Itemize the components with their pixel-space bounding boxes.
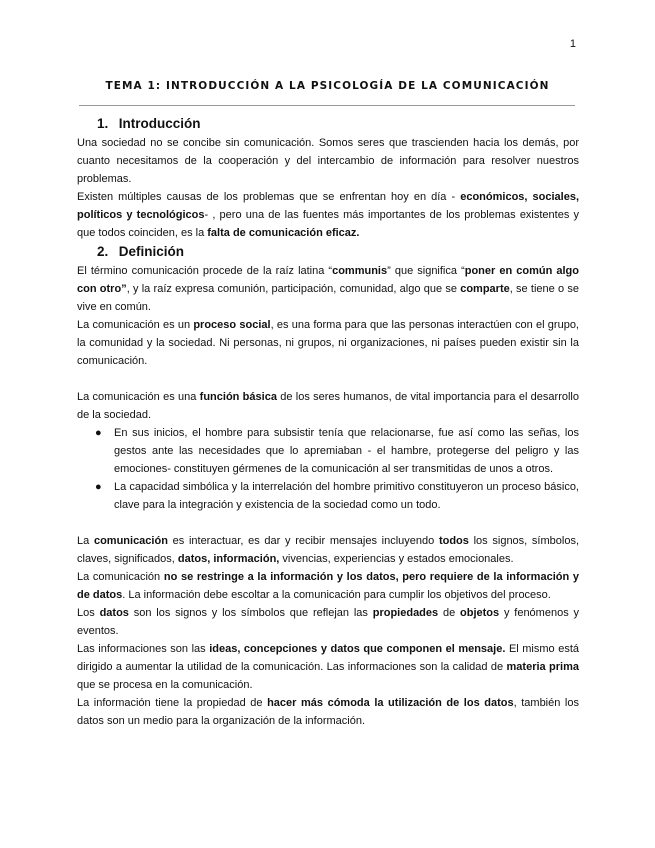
section-number: 1.	[97, 116, 109, 131]
bullet-icon: ●	[95, 427, 102, 439]
bullet-icon: ●	[95, 481, 102, 493]
paragraph-2: Existen múltiples causas de los problemas que se enfrentan hoy en día - económicos, sociales, políticos y tecnológicos- , pero una de las fuentes más importantes de los problemas existentes y que todos coinciden, es la falta de comunicación eficaz.	[77, 191, 580, 239]
paragraph-7: La comunicación no se restringe a la información y los datos, pero requiere de la información y de datos. La información debe escoltar a la comunicación para cumplir los objetivos del proceso.	[77, 571, 579, 601]
section-title: Definición	[118, 244, 185, 259]
paragraph-3: El término comunicación procede de la raíz latina “communis” que significa “poner en común algo con otro”, y la raíz expresa comunión, participación, comunidad, algo que se comparte, se tiene o se vive en común.	[77, 265, 579, 313]
list-item: ● En sus inicios, el hombre para subsistir tenía que relacionarse, fue así como las señas, los gestos ante las necesidades que lo apremiaban - el hambre, protegerse del peligro y las emociones- constituyen gérmenes de la comunicación al ser transmitidas de unos a otros.	[114, 424, 579, 478]
paragraph-8: Los datos son los signos y los símbolos que reflejan las propiedades de objetos y fenómenos y eventos.	[77, 607, 580, 637]
paragraph-6: La comunicación es interactuar, es dar y recibir mensajes incluyendo todos los signos, símbolos, claves, significados, datos, información, vivencias, experiencias y estados emocionales.	[77, 535, 580, 565]
paragraph-5: La comunicación es una función básica de los seres humanos, de vital importancia para el desarrollo de la sociedad.	[77, 391, 579, 421]
title-rule	[79, 105, 575, 106]
section-heading-introduccion	[77, 114, 579, 134]
page-number: 1	[569, 38, 576, 50]
paragraph-10: La información tiene la propiedad de hacer más cómoda la utilización de los datos, también los datos son un medio para la organización de la información.	[77, 697, 579, 727]
list-item: ● La capacidad simbólica y la interrelación del hombre primitivo constituyeron un proceso básico, clave para la integración y existencia de la sociedad como un todo.	[114, 478, 579, 514]
section-title: Introducción	[118, 116, 201, 131]
paragraph-4: La comunicación es un proceso social, es una forma para que las personas interactúen con el grupo, la comunidad y la sociedad. Ni personas, ni grupos, ni organizaciones, ni países pueden existir sin la comunicación.	[77, 319, 579, 367]
document-title: TEMA 1: INTRODUCCIÓN A LA PSICOLOGÍA DE LA COMUNICACIÓN	[105, 80, 550, 92]
section-heading-definicion	[77, 242, 579, 262]
section-number: 2.	[97, 244, 109, 259]
paragraph-9: Las informaciones son las ideas, concepciones y datos que componen el mensaje. El mismo está dirigido a aumentar la utilidad de la comunicación. Las informaciones son la calidad de materia prima que se procesa en la comunicación.	[77, 643, 579, 691]
bullet-list	[77, 424, 579, 514]
document-body	[77, 114, 579, 730]
paragraph-1: Una sociedad no se concibe sin comunicación. Somos seres que trascienden hacia los demás, por cuanto necesitamos de la cooperación y del intercambio de información para resolver nuestros problemas.	[77, 137, 579, 185]
